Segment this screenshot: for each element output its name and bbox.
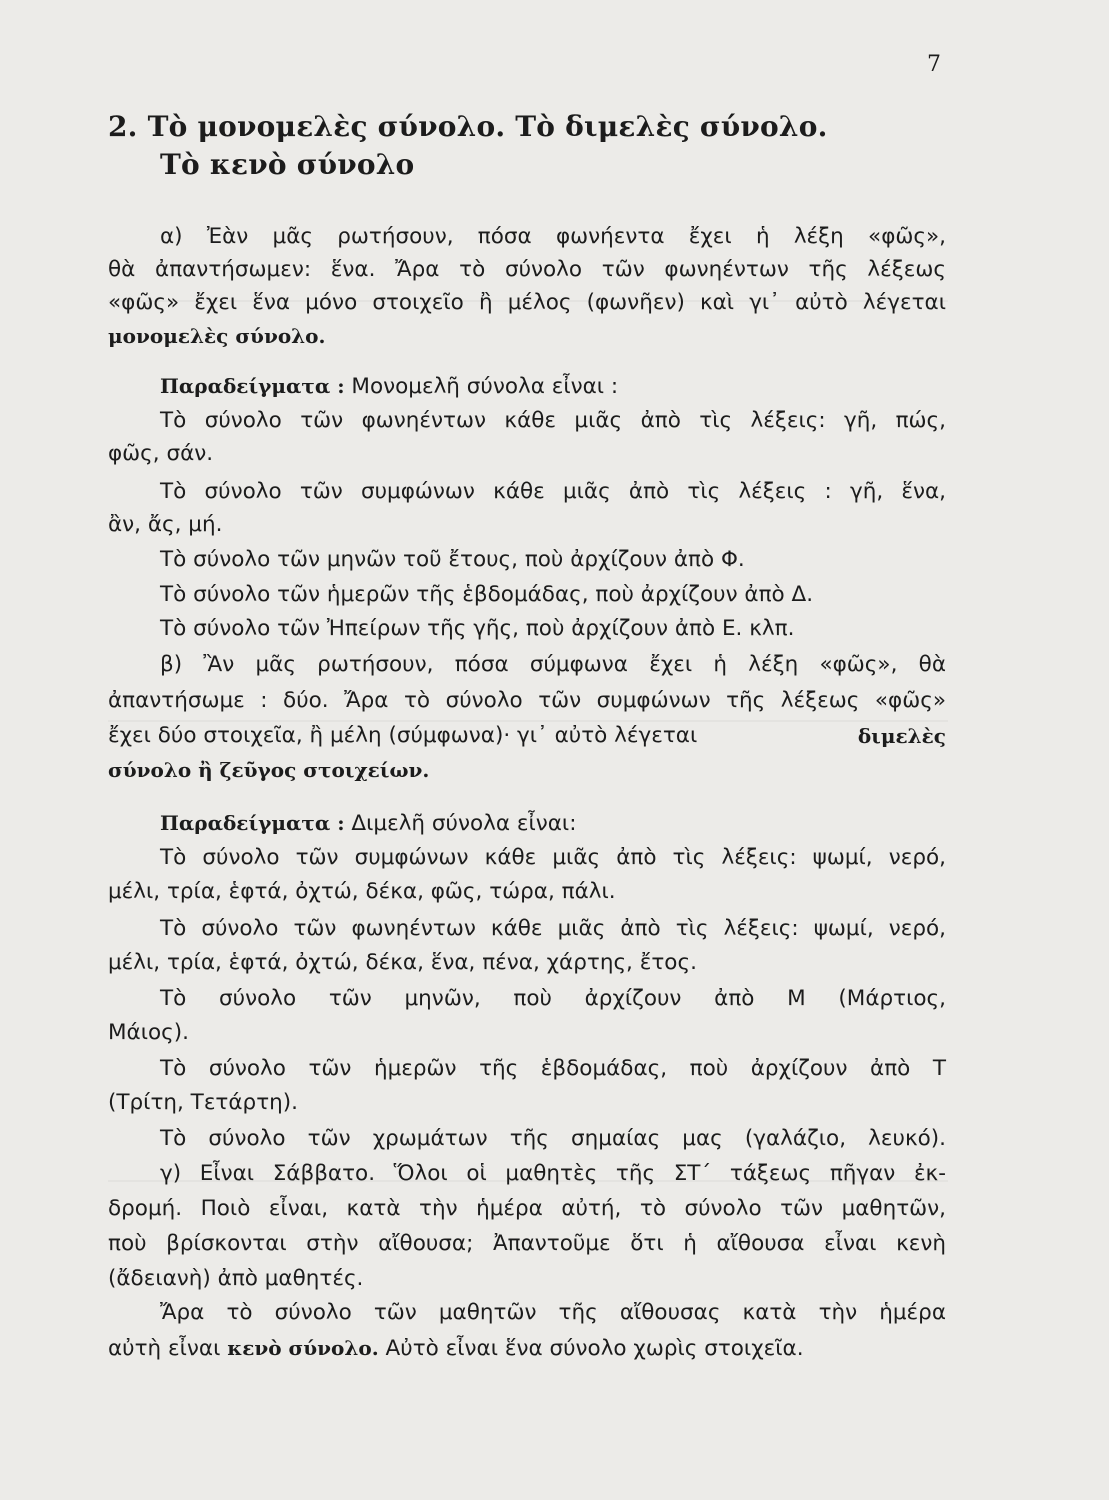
paragraph-b-line: ἀπαντήσωμε : δύο. Ἄρα τὸ σύνολο τῶν συμφώνων τῆς λέξεως «φῶς» (108, 688, 946, 713)
paragraph-c-text: Αὐτὸ εἶναι ἕνα σύνολο χωρὶς στοιχεῖα. (378, 1336, 804, 1361)
example-line: Τὸ σύνολο τῶν συμφώνων κάθε μιᾶς ἀπὸ τὶς λέξεις: ψωμί, νερό, (160, 845, 946, 870)
example-line: μέλι, τρία, ἑφτά, ὀχτώ, δέκα, φῶς, τώρα, πάλι. (108, 879, 616, 904)
example-line: Τὸ σύνολο τῶν μηνῶν τοῦ ἔτους, ποὺ ἀρχίζουν ἀπὸ Φ. (160, 547, 745, 572)
examples-intro: Διμελῆ σύνολα εἶναι: (344, 811, 577, 836)
paragraph-a-line (108, 321, 325, 352)
section-heading-line1: 2. Τὸ μονομελὲς σύνολο. Τὸ διμελὲς σύνολο. (108, 110, 828, 143)
paragraph-c-text: αὐτὴ εἶναι (108, 1336, 228, 1361)
example-line: μέλι, τρία, ἑφτά, ὀχτώ, δέκα, ἕνα, πένα, χάρτης, ἔτος. (108, 950, 697, 975)
paragraph-c-line: Ἄρα τὸ σύνολο τῶν μαθητῶν τῆς αἴθουσας κατὰ τὴν ἡμέρα (160, 1300, 946, 1325)
example-line: Τὸ σύνολο τῶν ἡμερῶν τῆς ἑβδομάδας, ποὺ ἀρχίζουν ἀπὸ Δ. (160, 582, 814, 607)
paragraph-b-line (108, 755, 429, 786)
example-line: Τὸ σύνολο τῶν συμφώνων κάθε μιᾶς ἀπὸ τὶς λέξεις : γῆ, ἕνα, (160, 479, 946, 504)
examples-heading (160, 371, 618, 402)
examples-heading (160, 808, 576, 839)
examples-label: Παραδείγματα : (160, 374, 345, 398)
example-line: ἂν, ἄς, μή. (108, 512, 223, 537)
bold-term: κενὸ σύνολο. (227, 1336, 379, 1360)
paragraph-c-line: γ) Εἶναι Σάββατο. Ὅλοι οἱ μαθητὲς τῆς ΣΤ΄ τάξεως πῆγαν ἐκ- (160, 1161, 946, 1186)
paragraph-a-line: α) Ἐὰν μᾶς ρωτήσουν, πόσα φωνήεντα ἔχει ἡ λέξη «φῶς», (160, 224, 946, 249)
bold-term: σύνολο ἢ ζεῦγος στοιχείων. (108, 758, 430, 782)
bold-term: μονομελὲς σύνολο. (108, 324, 326, 348)
example-line: Τὸ σύνολο τῶν ἡμερῶν τῆς ἑβδομάδας, ποὺ ἀρχίζουν ἀπὸ Τ (160, 1056, 946, 1081)
examples-label: Παραδείγματα : (160, 811, 345, 835)
example-line: Τὸ σύνολο τῶν μηνῶν, ποὺ ἀρχίζουν ἀπὸ Μ (Μάρτιος, (160, 986, 946, 1011)
example-line: (Τρίτη, Τετάρτη). (108, 1090, 298, 1115)
example-line: Τὸ σύνολο τῶν φωνηέντων κάθε μιᾶς ἀπὸ τὶς λέξεις: γῆ, πώς, (160, 408, 946, 433)
example-line: Τὸ σύνολο τῶν Ἠπείρων τῆς γῆς, ποὺ ἀρχίζουν ἀπὸ Ε. κλπ. (160, 616, 795, 641)
paragraph-a-line: θὰ ἀπαντήσωμεν: ἕνα. Ἄρα τὸ σύνολο τῶν φωνηέντων τῆς λέξεως (108, 257, 946, 282)
paragraph-c-line: (ἄδειανὴ) ἀπὸ μαθητές. (108, 1266, 364, 1291)
example-line: Τὸ σύνολο τῶν χρωμάτων τῆς σημαίας μας (γαλάζιο, λευκό). (160, 1126, 946, 1151)
page-number: 7 (927, 52, 941, 77)
paragraph-a-line: «φῶς» ἔχει ἕνα μόνο στοιχεῖο ἢ μέλος (φωνῆεν) καὶ γι᾿ αὐτὸ λέγεται (108, 290, 946, 315)
example-line: φῶς, σάν. (108, 441, 214, 466)
paragraph-b-line (108, 721, 946, 751)
bold-term: διμελὲς (857, 724, 946, 748)
examples-intro: Μονομελῆ σύνολα εἶναι : (344, 374, 619, 399)
paragraph-b-line: β) Ἂν μᾶς ρωτήσουν, πόσα σύμφωνα ἔχει ἡ λέξη «φῶς», θὰ (160, 652, 946, 677)
paragraph-b-text: ἔχει δύο στοιχεῖα, ἢ μέλη (σύμφωνα)· γι᾿ αὐτὸ λέγεται (108, 723, 698, 748)
example-line: Τὸ σύνολο τῶν φωνηέντων κάθε μιᾶς ἀπὸ τὶς λέξεις: ψωμί, νερό, (160, 916, 946, 941)
section-heading-line2: Τὸ κενὸ σύνολο (160, 148, 415, 181)
example-line: Μάιος). (108, 1020, 189, 1045)
paragraph-c-line: δρομή. Ποιὸ εἶναι, κατὰ τὴν ἡμέρα αὐτή, τὸ σύνολο τῶν μαθητῶν, (108, 1196, 946, 1221)
paragraph-c-line: ποὺ βρίσκονται στὴν αἴθουσα; Ἀπαντοῦμε ὅτι ἡ αἴθουσα εἶναι κενὴ (108, 1231, 946, 1256)
paragraph-c-line (108, 1333, 804, 1364)
